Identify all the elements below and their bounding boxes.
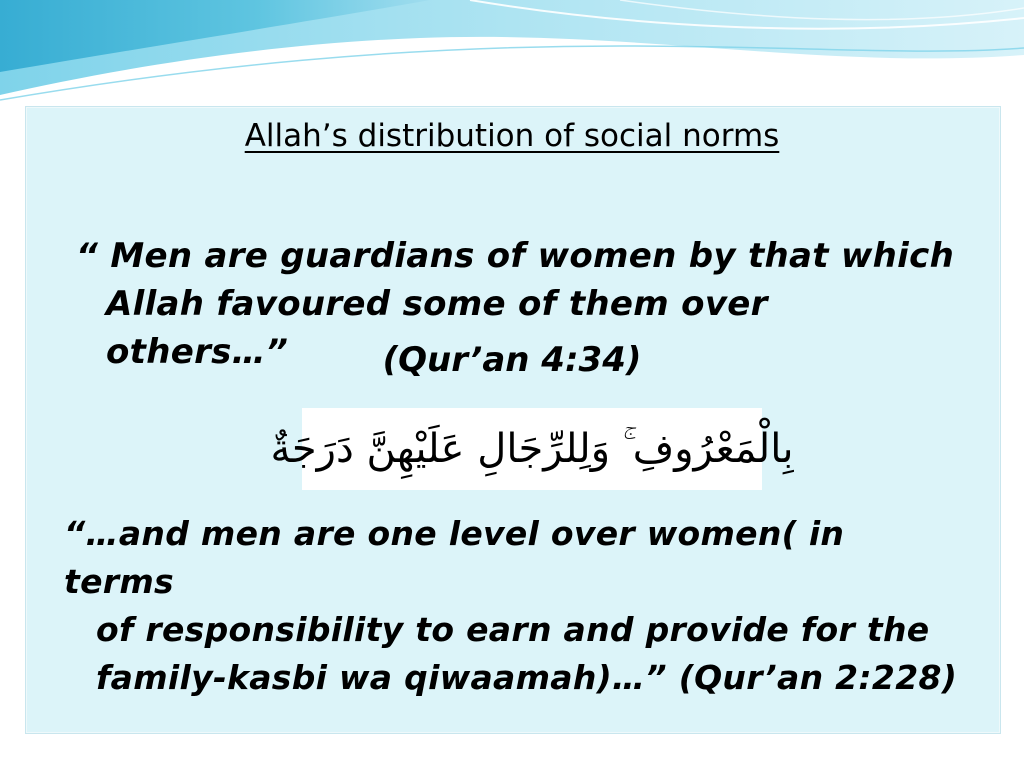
quote2-line1: “…and men are one level over women( in terms	[64, 514, 845, 601]
slide-title-text: Allah’s distribution of social norms	[244, 118, 780, 154]
quote1-line2: Allah favoured some of them over others…”	[106, 284, 768, 372]
arabic-verse-image	[270, 408, 794, 490]
quote1-line1: “ Men are guardians of women by that which	[76, 236, 955, 276]
quote-surah-baqarah	[64, 510, 964, 702]
slide-title	[0, 118, 1024, 154]
quote2-line2: of responsibility to earn and provide for the	[96, 610, 930, 649]
reference-quran-4-34: (Qur’an 4:34)	[382, 340, 642, 380]
header-wave-decoration	[0, 0, 1024, 120]
quote2-line3: family-kasbi wa qiwaamah)…” (Qur’an 2:228)	[96, 658, 958, 697]
arabic-verse-text: بِالْمَعْرُوفِ ۚ وَلِلرِّجَالِ عَلَيْهِنَّ دَرَجَةٌ	[270, 426, 794, 472]
